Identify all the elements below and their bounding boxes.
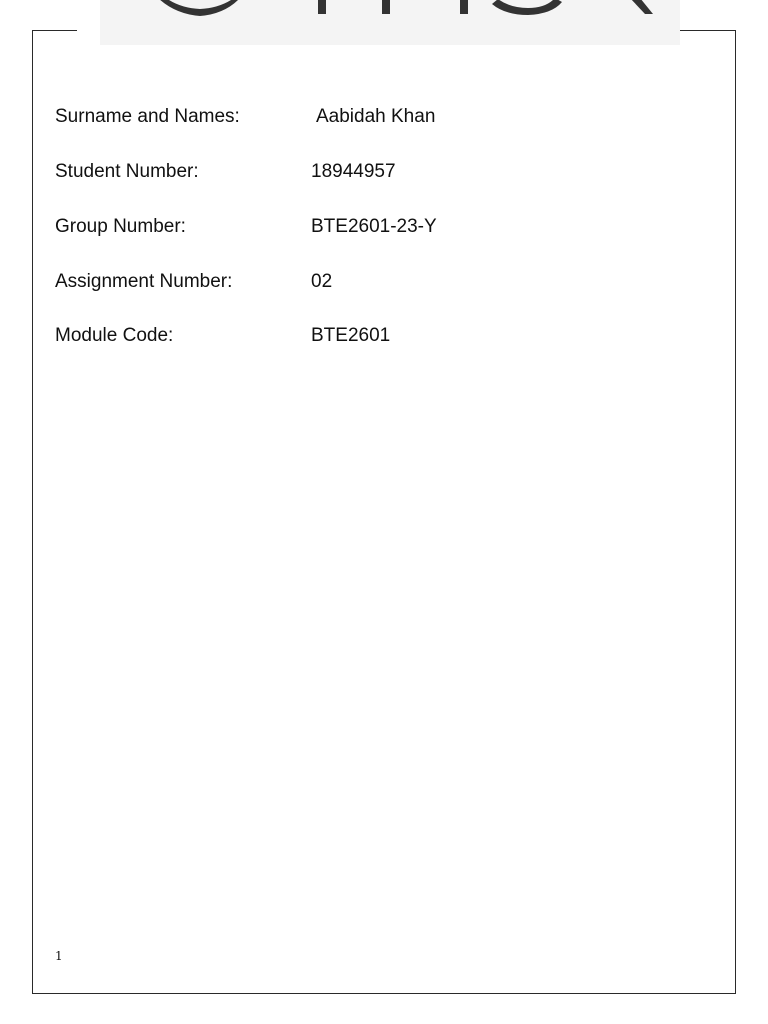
field-label: Assignment Number: bbox=[55, 271, 233, 292]
field-student-number bbox=[55, 160, 695, 184]
field-value: 18944957 bbox=[311, 161, 396, 182]
logo-glyph-a bbox=[630, 0, 653, 14]
field-surname-and-names bbox=[55, 105, 695, 129]
field-value: Aabidah Khan bbox=[316, 106, 436, 127]
logo-glyph-n-left bbox=[318, 0, 326, 14]
page-number: 1 bbox=[55, 949, 63, 963]
field-label: Student Number: bbox=[55, 161, 199, 182]
logo-glyph-n-right bbox=[382, 0, 390, 14]
page-border-top-right bbox=[680, 30, 736, 31]
logo-glyph-i bbox=[460, 0, 468, 14]
field-value: BTE2601 bbox=[311, 325, 391, 346]
field-label: Module Code: bbox=[55, 325, 174, 346]
field-label: Surname and Names: bbox=[55, 106, 240, 127]
field-module-code bbox=[55, 324, 695, 348]
field-assignment-number bbox=[55, 270, 695, 294]
field-value: BTE2601-23-Y bbox=[311, 216, 437, 237]
field-group-number bbox=[55, 215, 695, 239]
logo-glyph-s bbox=[492, 0, 562, 15]
logo-glyph-u bbox=[158, 0, 240, 16]
field-label: Group Number: bbox=[55, 216, 186, 237]
field-value: 02 bbox=[311, 271, 333, 292]
page-border-top-left bbox=[32, 30, 77, 31]
